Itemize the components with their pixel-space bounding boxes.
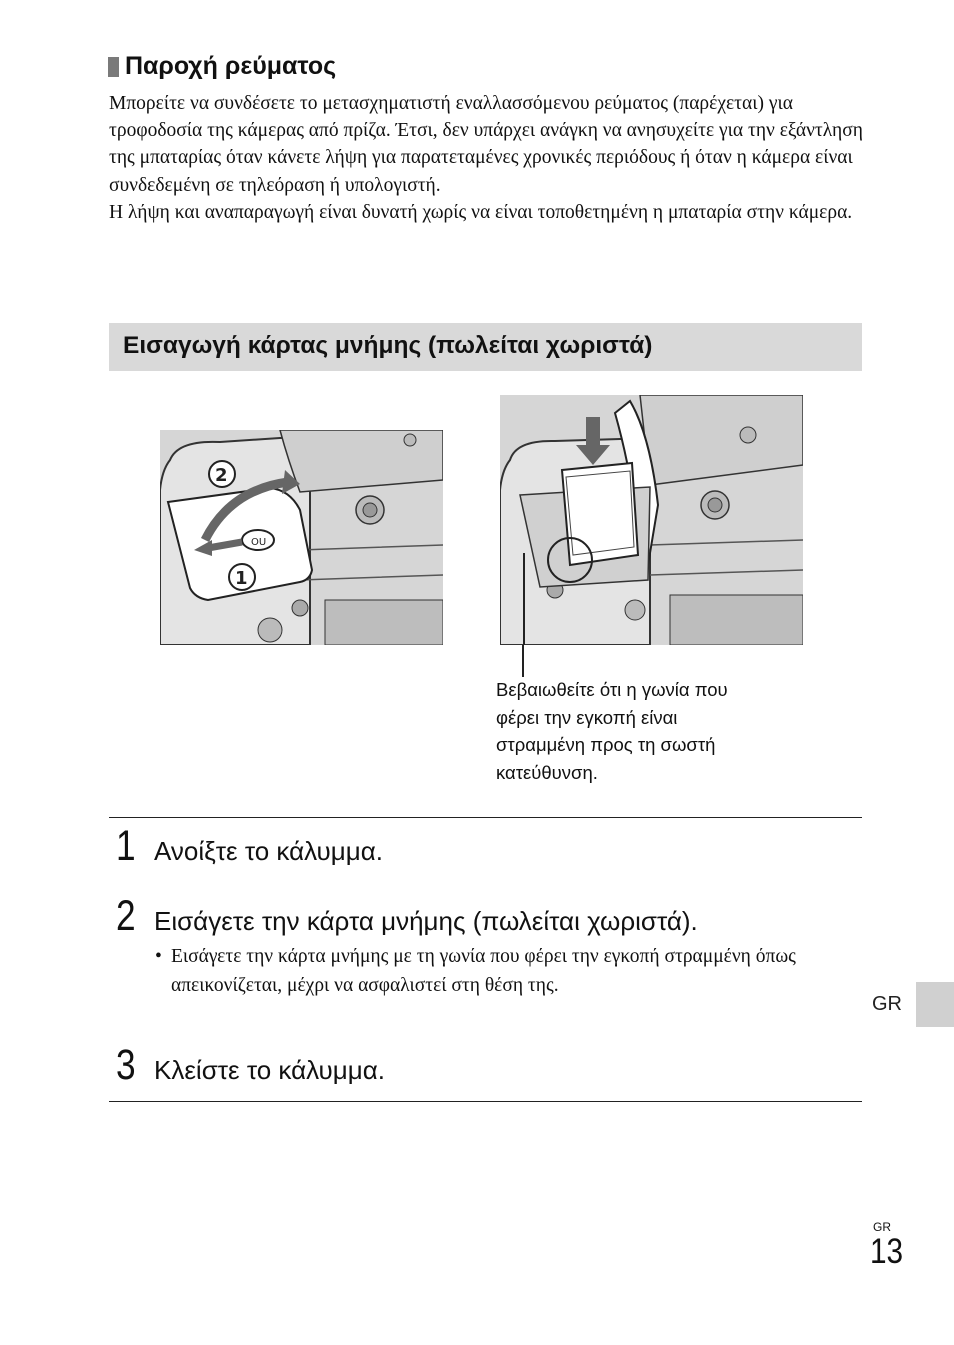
power-supply-heading [108,52,336,81]
page-language: GR [873,1220,891,1234]
open-cover-illustration [160,430,443,645]
step-number: 1 [116,822,136,870]
camera-open-cover-drawing [160,430,443,645]
camera-insert-card-drawing [500,395,803,645]
step-number: 3 [116,1041,136,1089]
power-supply-paragraph-1: Μπορείτε να συνδέσετε το μετασχηματιστή εναλλασσόμενου ρεύματος (παρέχεται) για τροφοδοσία της κάμερας από πρίζα. Έτσι, δεν υπάρχει ανάγκη να ανησυχείτε για την εξάντληση της μπαταρίας όταν κάνετε λήψη για παρατεταμένες χρονικές περιόδους ή όταν η κάμερα είναι συνδεδεμένη σε τηλεόραση ή υπολογιστή. [109,93,863,196]
step-1 [116,822,383,871]
marker-2: 2 [215,465,228,486]
step-number: 2 [116,892,136,940]
step-text: Εισάγετε την κάρτα μνήμης (πωλείται χωριστά). [154,906,698,936]
step-text: Κλείστε το κάλυμμα. [154,1055,385,1085]
callout-line: κατεύθυνση. [496,761,598,783]
section-title: Εισαγωγή κάρτας μνήμης (πωλείται χωριστά) [123,332,653,359]
heading-marker [108,57,119,77]
step-text: Ανοίξτε το κάλυμμα. [154,836,383,866]
step-3 [116,1041,385,1090]
steps-bottom-rule [109,1101,862,1102]
power-supply-paragraph-2: Η λήψη και αναπαραγωγή είναι δυνατή χωρίς να είναι τοποθετημένη η μπαταρία στην κάμερα. [109,201,853,223]
steps-top-rule [109,817,862,818]
step-2-note [155,942,845,1000]
section-header [109,323,862,371]
callout-line: Βεβαιωθείτε ότι η γωνία που [496,679,728,700]
step-2-note-text: Εισάγετε την κάρτα μνήμης με τη γωνία που φέρει την εγκοπή στραμμένη όπως απεικονίζεται, μέχρι να ασφαλιστεί στη θέση της. [171,946,796,996]
notch-callout [496,676,836,786]
callout-line: στραμμένη προς τη σωστή [496,734,716,755]
power-supply-body [109,90,869,226]
insert-card-illustration [500,395,803,645]
bullet-icon: • [155,946,162,967]
marker-1: 1 [235,568,248,589]
side-tab-label: GR [872,993,902,1015]
step-2 [116,892,698,941]
power-supply-title: Παροχή ρεύματος [125,52,337,80]
callout-leader-line [522,645,524,677]
callout-line: φέρει την εγκοπή είναι [496,706,678,728]
side-tab [916,982,954,1027]
svg-text:OU: OU [251,537,267,548]
page-number: 13 [870,1232,904,1271]
